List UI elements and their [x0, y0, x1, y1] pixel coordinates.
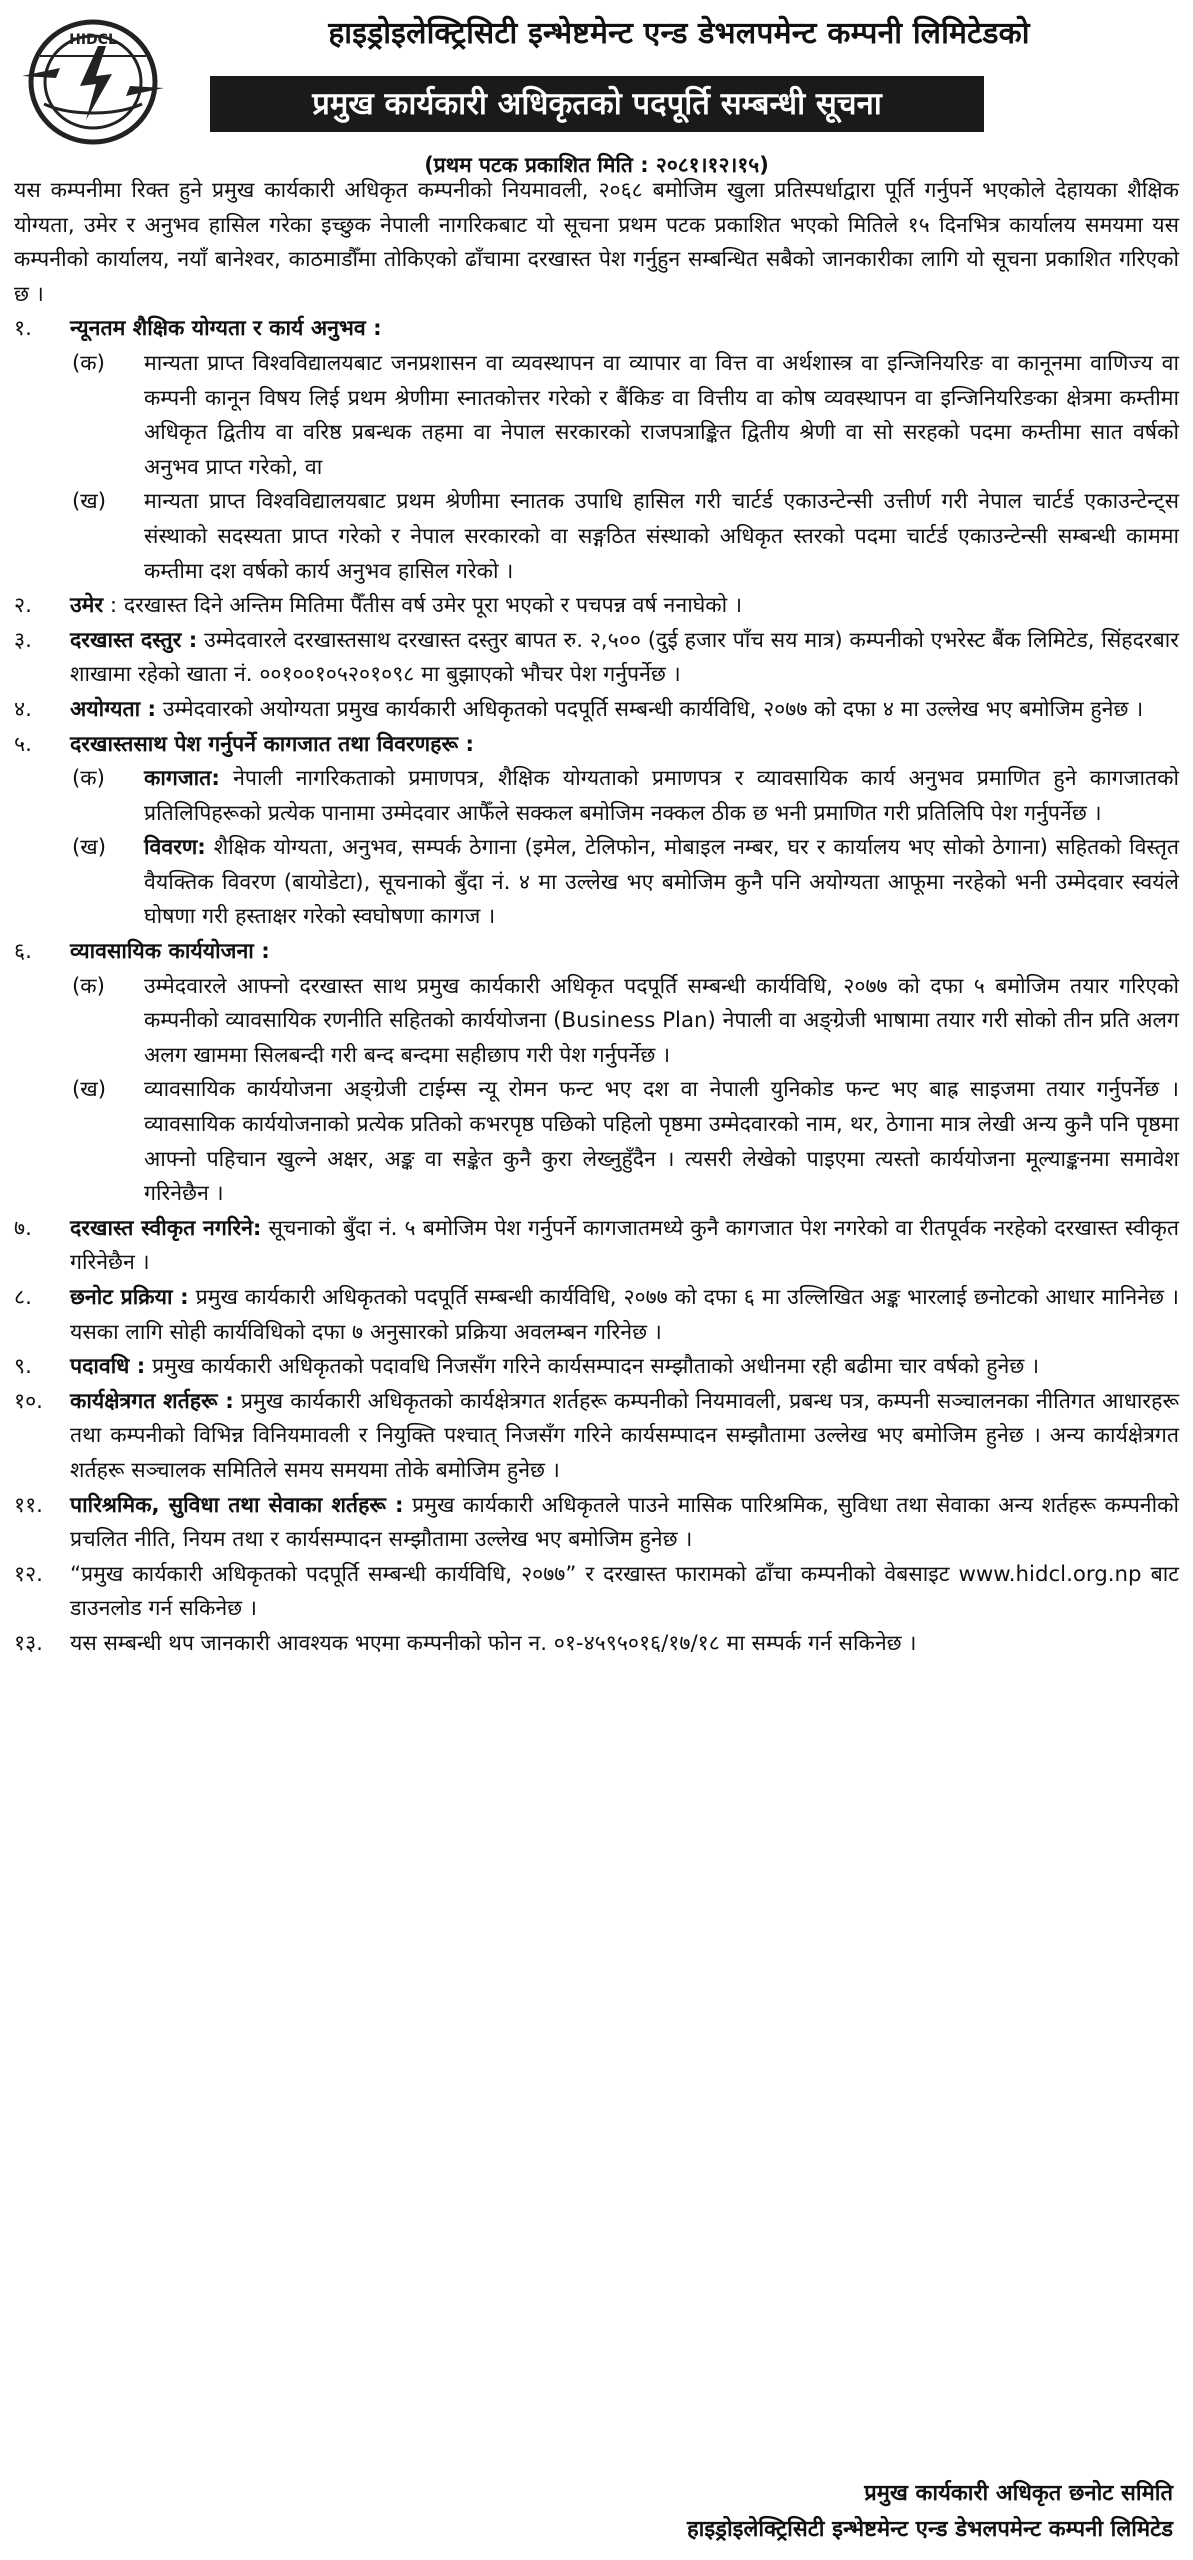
item-text [70, 589, 1179, 624]
item-number: ५. [14, 731, 32, 757]
item-text [70, 1350, 1179, 1385]
item-number: २. [14, 593, 32, 619]
sub-item-title: विवरण: [144, 835, 206, 861]
item-content [70, 1212, 1179, 1281]
item-text [70, 312, 1179, 347]
notice-item [14, 1558, 1179, 1627]
notice-body [14, 174, 1179, 1662]
sub-item-text [144, 347, 1179, 485]
item-title: न्यूनतम शैक्षिक योग्यता र कार्य अनुभव : [70, 316, 382, 342]
sub-item-label: (क) [72, 766, 105, 792]
item-body: उम्मेदवारको अयोग्यता प्रमुख कार्यकारी अधिकृतको पदपूर्ति सम्बन्धी कार्यविधि, २०७७ को दफा ४ मा उल्लेख भए बमोजिम हुनेछ । [156, 696, 1144, 722]
sub-item-text [144, 970, 1179, 1074]
item-text [70, 1489, 1179, 1558]
signature-block [687, 2476, 1173, 2548]
item-number: १२. [14, 1561, 43, 1587]
item-body: सूचनाको बुँदा नं. ५ बमोजिम पेश गर्नुपर्ने कागजातमध्ये कुनै कागजात पेश नगरेको वा रीतपूर्वक नरहेको दरखास्त स्वीकृत गरिनेछैन । [70, 1215, 1179, 1276]
intro-paragraph: यस कम्पनीमा रिक्त हुने प्रमुख कार्यकारी अधिकृत कम्पनीको नियमावली, २०६८ बमोजिम खुला प्रतिस्पर्धाद्वारा पूर्ति गर्नुपर्ने भएकोले देहायका शैक्षिक योग्यता, उमेर र अनुभव हासिल गरेका इच्छुक नेपाली नागरिकबाट यो सूचना प्रथम पटक प्रकाशित भएको मितिले १५ दिनभित्र कार्यालय समयमा यस कम्पनीको कार्यालय, नयाँ बानेश्वर, काठमाडौँमा तोकिएको ढाँचामा दरखास्त पेश गर्नुहुन सम्बन्धित सबैको जानकारीका लागि यो सूचना प्रकाशित गरिएको छ । [14, 178, 1179, 307]
sub-item-label: (क) [72, 350, 105, 376]
item-number: ११. [14, 1492, 43, 1518]
notice-item [14, 1385, 1179, 1489]
sub-item [14, 970, 1179, 1074]
item-body: प्रमुख कार्यकारी अधिकृतले पाउने मासिक पारिश्रमिक, सुविधा तथा सेवाका अन्य शर्तहरू कम्पनीको प्रचलित नीति, नियम तथा र कार्यसम्पादन सम्झौतामा उल्लेख भए बमोजिम हुनेछ । [70, 1492, 1179, 1553]
item-content [70, 693, 1179, 728]
notice-title-banner: प्रमुख कार्यकारी अधिकृतको पदपूर्ति सम्बन्धी सूचना [210, 76, 984, 132]
notice-item [14, 312, 1179, 347]
sub-item [14, 1073, 1179, 1211]
sub-item [14, 831, 1179, 935]
item-body: यस सम्बन्धी थप जानकारी आवश्यक भएमा कम्पनीको फोन न. ०१-४५९५०१६/१७/१८ मा सम्पर्क गर्न सकिनेछ । [70, 1630, 917, 1656]
item-content [70, 1489, 1179, 1558]
sub-item-text [144, 1073, 1179, 1211]
item-title: अयोग्यता : [70, 696, 157, 722]
notice-item [14, 728, 1179, 763]
item-number: ७. [14, 1215, 32, 1241]
item-number: १. [14, 316, 32, 342]
notice-item [14, 693, 1179, 728]
item-text [70, 624, 1179, 693]
item-content [70, 1281, 1179, 1350]
item-number: ३. [14, 627, 32, 653]
notice-item [14, 624, 1179, 693]
item-title: दरखास्त दस्तुर : [70, 627, 198, 653]
item-content [70, 1385, 1179, 1489]
sub-item-label: (ख) [72, 489, 107, 515]
sub-item-label: (ख) [72, 835, 107, 861]
item-title: व्यावसायिक कार्ययोजना : [70, 939, 270, 965]
publication-date: (प्रथम पटक प्रकाशित मिति : २०८१।१२।१५) [424, 153, 769, 177]
notice-item [14, 589, 1179, 624]
company-name-heading: हाइड्रोइलेक्ट्रिसिटी इन्भेष्टमेन्ट एन्ड डेभलपमेन्ट कम्पनी लिमिटेडको [328, 16, 1030, 51]
item-body: “प्रमुख कार्यकारी अधिकृतको पदपूर्ति सम्बन्धी कार्यविधि, २०७७” र दरखास्त फारामको ढाँचा कम्पनीको वेबसाइट www.hidcl.org.np बाट डाउनलोड गर्न सकिनेछ । [70, 1561, 1179, 1622]
item-number: १३. [14, 1630, 43, 1656]
item-text [70, 1212, 1179, 1281]
committee-name: प्रमुख कार्यकारी अधिकृत छनोट समिति [864, 2481, 1173, 2506]
sub-item-label: (क) [72, 973, 105, 999]
sub-item-body: उम्मेदवारले आफ्नो दरखास्त साथ प्रमुख कार्यकारी अधिकृत पदपूर्ति सम्बन्धी कार्यविधि, २०७७ को दफा ५ बमोजिम तयार गरिएको कम्पनीको व्यावसायिक रणनीति सहितको कार्ययोजना (Business Plan) नेपाली वा अङ्ग्रेजी भाषामा तयार गरी सोको तीन प्रति अलग अलग खाममा सिलबन्दी गरी बन्द बन्दमा सहीछाप गरी पेश गर्नुपर्नेछ । [144, 973, 1179, 1068]
logo-text: HIDCL [69, 32, 117, 48]
item-number: ८. [14, 1285, 32, 1310]
sub-item-text [144, 831, 1179, 935]
notice-item [14, 1212, 1179, 1281]
item-text [70, 1385, 1179, 1489]
sub-item-text [144, 485, 1179, 589]
sub-item-body: मान्यता प्राप्त विश्वविद्यालयबाट प्रथम श्रेणीमा स्नातक उपाधि हासिल गरी चार्टर्ड एकाउन्टेन्सी उत्तीर्ण गरी नेपाल चार्टर्ड एकाउन्टेन्ट्स संस्थाको सदस्यता प्राप्त गरेको र नेपाल सरकारको वा सङ्गठित संस्थाको अधिकृत स्तरको पदमा चार्टर्ड एकाउन्टेन्सी सम्बन्धी काममा कम्तीमा दश वर्षको कार्य अनुभव हासिल गरेको । [144, 489, 1179, 584]
item-content [70, 935, 1179, 970]
item-title: पारिश्रमिक, सुविधा तथा सेवाका शर्तहरू : [70, 1492, 404, 1518]
item-title: छनोट प्रक्रिया : [70, 1285, 189, 1310]
item-content [70, 1350, 1179, 1385]
item-title: पदावधि : [70, 1354, 146, 1380]
item-body: प्रमुख कार्यकारी अधिकृतको पदपूर्ति सम्बन्धी कार्यविधि, २०७७ को दफा ६ मा उल्लिखित अङ्क भारलाई छनोटको आधार मानिनेछ । यसका लागि सोही कार्यविधिको दफा ७ अनुसारको प्रक्रिया अवलम्बन गरिनेछ । [70, 1285, 1180, 1345]
company-name-footer: हाइड्रोइलेक्ट्रिसिटी इन्भेष्टमेन्ट एन्ड डेभलपमेन्ट कम्पनी लिमिटेड [687, 2517, 1173, 2542]
item-title: दरखास्तसाथ पेश गर्नुपर्ने कागजात तथा विवरणहरू : [70, 731, 474, 757]
item-number: ४. [14, 696, 32, 722]
sub-item-body: मान्यता प्राप्त विश्वविद्यालयबाट जनप्रशासन वा व्यवस्थापन वा व्यापार वा वित्त वा अर्थशास्त्र वा इन्जिनियरिङ वा कानूनमा वाणिज्य वा कम्पनी कानून विषय लिई प्रथम श्रेणीमा स्नातकोत्तर गरेको र बैंकिङ वा वित्तीय वा कोष व्यवस्थापन वा इन्जिनियरिङका क्षेत्रमा कम्तीमा अधिकृत द्वितीय वा वरिष्ठ प्रबन्धक तहमा वा नेपाल सरकारको राजपत्राङ्कित द्वितीय श्रेणी वा सो सरहको पदमा कम्तीमा सात वर्षको अनुभव प्राप्त गरेको, वा [144, 350, 1179, 480]
item-title: कार्यक्षेत्रगत शर्तहरू : [70, 1388, 234, 1414]
notice-item [14, 935, 1179, 970]
item-number: १०. [14, 1388, 43, 1414]
notice-item [14, 1489, 1179, 1558]
item-content [70, 312, 1179, 347]
item-content [70, 1558, 1179, 1627]
sub-item-body: शैक्षिक योग्यता, अनुभव, सम्पर्क ठेगाना (इमेल, टेलिफोन, मोबाइल नम्बर, घर र कार्यालय भए सोको ठेगाना) सहितको विस्तृत वैयक्तिक विवरण (बायोडेटा), सूचनाको बुँदा नं. ४ मा उल्लेख भए बमोजिम कुनै पनि अयोग्यता आफूमा नरहेको भनी उम्मेदवार स्वयंले घोषणा गरी हस्ताक्षर गरेको स्वघोषणा कागज । [144, 835, 1180, 930]
sub-item-body: नेपाली नागरिकताको प्रमाणपत्र, शैक्षिक योग्यताको प्रमाणपत्र र व्यावसायिक कार्य अनुभव प्रमाणित हुने कागजातको प्रतिलिपिहरूको प्रत्येक पानामा उम्मेदवार आफैँले सक्कल बमोजिम नक्कल ठीक छ भनी प्रमाणित गरी प्रतिलिपि पेश गर्नुपर्नेछ । [144, 766, 1179, 826]
item-body: प्रमुख कार्यकारी अधिकृतको पदावधि निजसँग गरिने कार्यसम्पादन सम्झौताको अधीनमा रही बढीमा चार वर्षको हुनेछ । [145, 1354, 1040, 1380]
item-number: ६. [14, 939, 32, 965]
item-body: उम्मेदवारले दरखास्तसाथ दरखास्त दस्तुर बापत रु. २,५०० (दुई हजार पाँच सय मात्र) कम्पनीको एभरेस्ट बैंक लिमिटेड, सिंहदरबार शाखामा रहेको खाता नं. ००१००१०५२०१०९८ मा बुझाएको भौचर पेश गर्नुपर्नेछ । [70, 627, 1179, 688]
notice-item [14, 1627, 1179, 1662]
item-text [70, 1558, 1179, 1627]
company-logo-icon [20, 16, 166, 148]
item-text [70, 935, 1179, 970]
sub-item-label: (ख) [72, 1077, 107, 1103]
notice-sections [14, 312, 1179, 1661]
item-text [70, 1627, 1179, 1662]
sub-item [14, 485, 1179, 589]
sub-item-body: व्यावसायिक कार्ययोजना अङ्ग्रेजी टाईम्स न्यू रोमन फन्ट भए दश वा नेपाली युनिकोड फन्ट भए बाह्र साइजमा तयार गर्नुपर्नेछ । व्यावसायिक कार्ययोजनाको प्रत्येक प्रतिको कभरपृष्ठ पछिको पहिलो पृष्ठमा उम्मेदवारको नाम, थर, ठेगाना मात्र लेखी अन्य कुनै पनि पृष्ठमा आफ्नो पहिचान खुल्ने अक्षर, अङ्क वा सङ्केत कुनै कुरा लेख्नुहुँदैन । त्यसरी लेखेको पाइएमा त्यस्तो कार्ययोजना मूल्याङ्कनमा समावेश गरिनेछैन । [144, 1077, 1179, 1207]
item-content [70, 728, 1179, 763]
item-body: : दरखास्त दिने अन्तिम मितिमा पैँतीस वर्ष उमेर पूरा भएको र पचपन्न वर्ष ननाघेको । [103, 593, 743, 619]
item-title: उमेर [70, 593, 104, 619]
item-text [70, 693, 1179, 728]
item-body: प्रमुख कार्यकारी अधिकृतको कार्यक्षेत्रगत शर्तहरू कम्पनीको नियमावली, प्रबन्ध पत्र, कम्पनी सञ्चालनका नीतिगत आधारहरू तथा कम्पनीको विभिन्न विनियमावली र नियुक्ति पश्चात् निजसँग गरिने कार्यसम्पादन सम्झौतामा उल्लेख भए बमोजिम हुनेछ । अन्य कार्यक्षेत्रगत शर्तहरू सञ्चालक समितिले समय समयमा तोके बमोजिम हुनेछ । [70, 1388, 1179, 1483]
item-number: ९. [14, 1354, 32, 1380]
sub-item [14, 347, 1179, 485]
item-content [70, 589, 1179, 624]
item-content [70, 624, 1179, 693]
item-text [70, 728, 1179, 763]
notice-item [14, 1350, 1179, 1385]
item-content [70, 1627, 1179, 1662]
sub-item-text [144, 762, 1179, 831]
sub-item [14, 762, 1179, 831]
sub-item-title: कागजात: [144, 766, 220, 792]
item-text [70, 1281, 1179, 1350]
notice-header [14, 12, 1179, 177]
item-title: दरखास्त स्वीकृत नगरिने: [70, 1215, 262, 1241]
notice-item [14, 1281, 1179, 1350]
